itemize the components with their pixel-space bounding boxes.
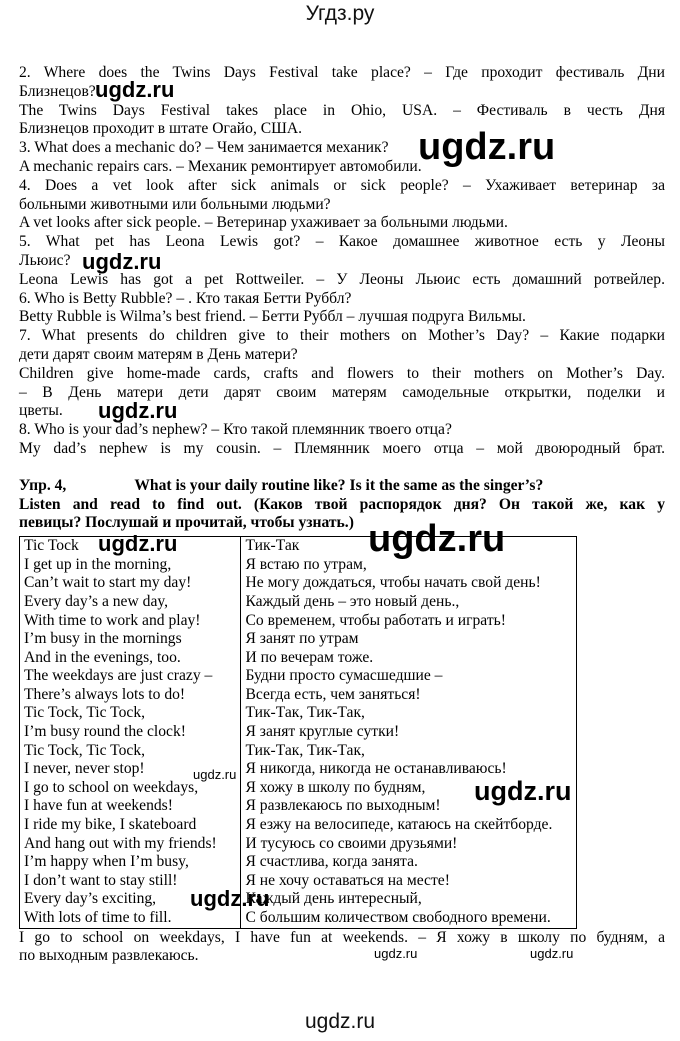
lyric-line-russian: Будни просто сумасшедшие – <box>245 667 443 685</box>
task-question: What is your daily routine like? Is it the same as the singer’s? <box>134 476 544 494</box>
lyric-line-english: With time to work and play! <box>24 611 201 629</box>
lyric-line-russian: Я встаю по утрам, <box>245 555 367 573</box>
lyric-line-russian: Каждый день интересный, <box>245 890 422 908</box>
lyric-line-russian: Я занят круглые сутки! <box>245 723 400 741</box>
lyric-line-russian: С большим количеством свободного времени. <box>245 909 551 926</box>
qa-line: Betty Rubble is Wilma’s best friend. – Бетти Руббл – лучшая подруга Вильмы. <box>19 308 526 326</box>
lyric-line-english: I go to school on weekdays, <box>24 778 199 796</box>
watermark-small: ugdz.ru <box>98 531 178 556</box>
lyric-line-russian: И тусуюсь со своими друзьями! <box>245 834 458 852</box>
lyric-line-english: I get up in the morning, <box>24 555 172 573</box>
lyric-line-russian: Я хожу в школу по будням, <box>245 778 426 796</box>
qa-line: My dad’s nephew is my cousin. – Племянник моего отца – мой двоюродный брат. <box>19 439 665 457</box>
qa-line: Leona Lewis has got a pet Rottweiler. – У Леоны Льюис есть домашний ротвейлер. <box>19 270 665 288</box>
qa-line: Льюис? <box>19 251 71 269</box>
qa-line: 6. Who is Betty Rubble? – . Кто такая Бетти Руббл? <box>19 289 352 307</box>
document-body <box>19 64 665 966</box>
qa-line: – В День матери дети дарят своим матерям самодельные открытки, поделки и <box>19 383 665 401</box>
lyric-line-english: Tic Tock, Tic Tock, <box>24 741 146 759</box>
lyric-line-russian: Тик-Так, Тик-Так, <box>245 741 365 759</box>
watermark-medium: ugdz.ru <box>474 776 572 806</box>
lyric-line-english: With lots of time to fill. <box>24 909 172 926</box>
watermark-large: ugdz.ru <box>368 518 506 560</box>
qa-line: Children give home-made cards, crafts and flowers to their mothers on Mother’s Day. <box>19 364 665 382</box>
lyric-line-english: I’m busy round the clock! <box>24 723 186 741</box>
lyric-line-russian: Я занят по утрам <box>245 630 359 648</box>
watermark-small: ugdz.ru <box>190 886 270 911</box>
lyric-line-english: Every day’s exciting, <box>24 890 157 908</box>
closing-line: I go to school on weekdays, I have fun at weekends. – Я хожу в школу по будням, а <box>19 928 665 946</box>
lyric-line-english: Tic Tock <box>24 537 79 555</box>
task-heading-line-2: Listen and read to find out. (Каков твой распорядок дня? Он такой же, как у <box>19 495 665 513</box>
qa-line: Близнецов проходит в штате Огайо, США. <box>19 120 303 138</box>
watermark-large: ugdz.ru <box>418 126 556 168</box>
lyric-line-english: Every day’s a new day, <box>24 592 169 610</box>
task-heading <box>19 477 665 533</box>
lyric-line-english: And in the evenings, too. <box>24 648 181 666</box>
lyric-line-russian: И по вечерам тоже. <box>245 648 374 666</box>
qa-line: цветы. <box>19 402 63 420</box>
lyric-line-russian: Я счастлива, когда занята. <box>245 853 418 871</box>
lyric-line-russian: Я не хочу оставаться на месте! <box>245 871 450 889</box>
lyric-line-russian: Не могу дождаться, чтобы начать свой день! <box>245 574 541 592</box>
lyric-line-russian: Со временем, чтобы работать и играть! <box>245 611 506 629</box>
lyrics-english-column <box>20 537 241 928</box>
lyric-line-english: Can’t wait to start my day! <box>24 574 192 592</box>
lyric-line-english: The weekdays are just crazy – <box>24 667 213 685</box>
qa-line: Близнецов? <box>19 82 96 100</box>
lyric-line-english: I don’t want to stay still! <box>24 871 178 889</box>
qa-line: 8. Who is your dad’s nephew? – Кто такой племянник твоего отца? <box>19 421 452 439</box>
lyric-line-english: I never, never stop! <box>24 760 145 778</box>
lyrics-table <box>19 536 577 928</box>
watermark-small: ugdz.ru <box>82 249 162 274</box>
lyric-line-russian: Всегда есть, чем заняться! <box>245 685 421 703</box>
lyric-line-english: I’m busy in the mornings <box>24 630 182 648</box>
lyric-line-russian: Тик-Так <box>245 537 300 555</box>
site-header: Угдз.ру <box>305 2 375 25</box>
lyric-line-english: I have fun at weekends! <box>24 797 173 815</box>
qa-line: A vet looks after sick people. – Ветеринар ухаживает за больными людьми. <box>19 214 508 232</box>
lyrics-row <box>20 537 577 928</box>
lyric-line-english: I ride my bike, I skateboard <box>24 816 197 834</box>
site-footer: ugdz.ru <box>304 1010 376 1033</box>
lyric-line-russian: Тик-Так, Тик-Так, <box>245 704 365 722</box>
qa-line: 7. What presents do children give to their mothers on Mother’s Day? – Какие подарки <box>19 327 665 345</box>
lyric-line-russian: Я развлекаюсь по выходным! <box>245 797 441 815</box>
watermark-tiny: ugdz.ru <box>193 767 237 782</box>
qa-line: 3. What does a mechanic do? – Чем занимается механик? <box>19 139 389 157</box>
qa-line: 4. Does a vet look after sick animals or sick people? – Ухаживает ветеринар за <box>19 176 665 194</box>
closing-line: по выходным развлекаюсь. <box>19 947 199 965</box>
watermark-tiny: ugdz.ru <box>374 946 418 961</box>
lyric-line-russian: Я езжу на велосипеде, катаюсь на скейтборде. <box>245 816 553 834</box>
qa-line: 2. Where does the Twins Days Festival take place? – Где проходит фестиваль Дни <box>19 64 665 81</box>
lyric-line-english: There’s always lots to do! <box>24 685 186 703</box>
qa-line: дети дарят своим матерям в День матери? <box>19 345 298 363</box>
qa-line: The Twins Days Festival takes place in Ohio, USA. – Фестиваль в честь Дня <box>19 101 665 119</box>
task-heading-line-3: певицы? Послушай и прочитай, чтобы узнать.) <box>19 514 354 532</box>
qa-line: 5. What pet has Leona Lewis got? – Какое домашнее животное есть у Леоны <box>19 233 665 251</box>
qa-line: больными животными или больными людьми? <box>19 195 331 213</box>
qa-line: A mechanic repairs cars. – Механик ремонтирует автомобили. <box>19 157 422 175</box>
task-label: Упр. 4, <box>19 476 67 494</box>
lyric-line-english: And hang out with my friends! <box>24 834 217 852</box>
lyrics-russian-column <box>241 537 577 928</box>
task-heading-line-1 <box>19 477 665 496</box>
lyric-line-english: I’m happy when I’m busy, <box>24 853 189 871</box>
watermark-small: ugdz.ru <box>98 398 178 423</box>
watermark-small: ugdz.ru <box>95 77 175 102</box>
lyric-line-russian: Я никогда, никогда не останавливаюсь! <box>245 760 507 778</box>
lyric-line-russian: Каждый день – это новый день., <box>245 592 460 610</box>
lyric-line-english: Tic Tock, Tic Tock, <box>24 704 146 722</box>
watermark-tiny: ugdz.ru <box>530 946 574 961</box>
